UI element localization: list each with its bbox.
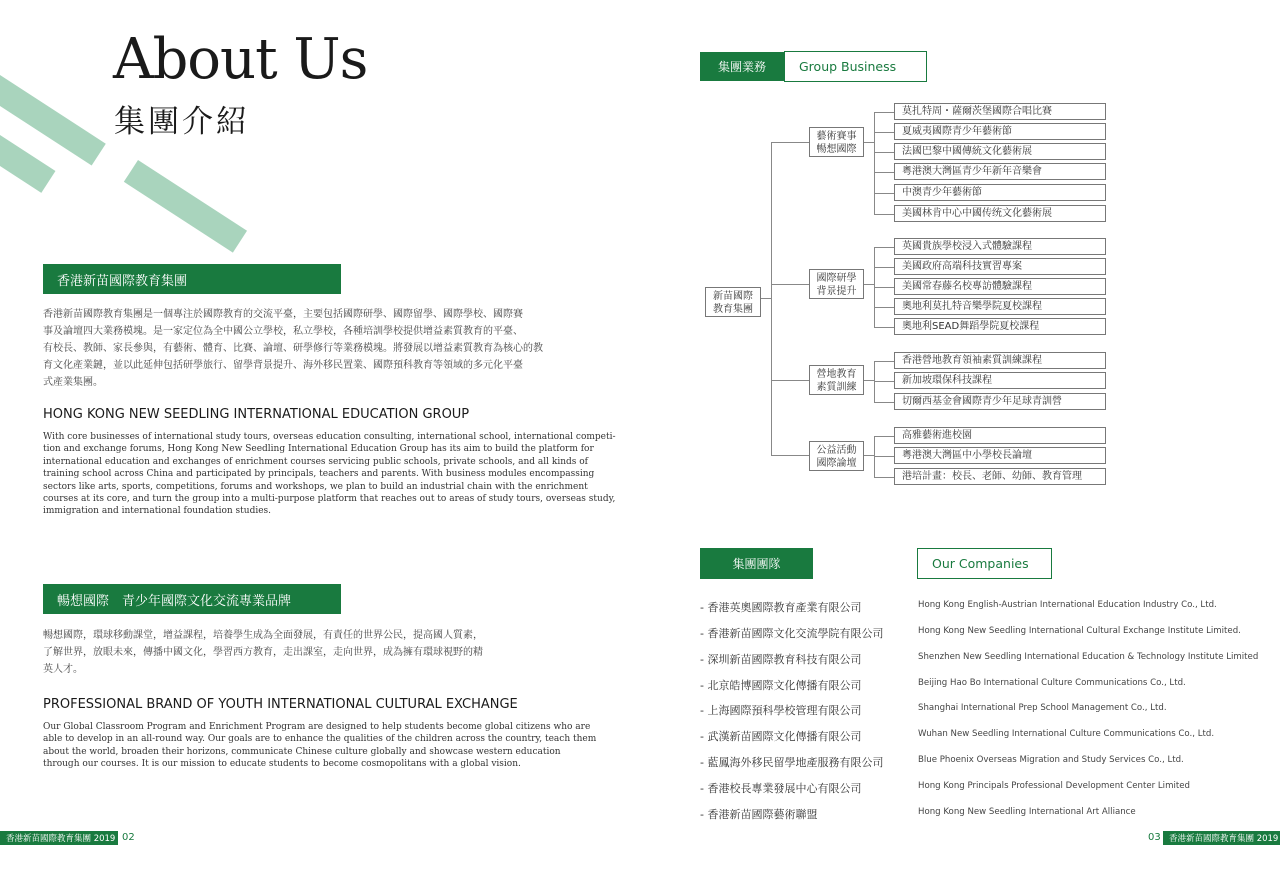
connector-line	[874, 112, 875, 214]
decorative-stripe	[124, 160, 247, 253]
text-line: 香港新苗國際教育集團是一個專注於國際教育的交流平臺，主要包括國際研學、國際留學、國際學校、國際賽	[43, 309, 523, 320]
org-leaf-node: 切爾西基金會國際青少年足球青訓營	[894, 393, 1106, 410]
org-leaf-node: 法國巴黎中國傳統文化藝術展	[894, 143, 1106, 160]
connector-line	[874, 112, 894, 113]
footer-tag-right: 香港新苗國際教育集團 2019	[1163, 831, 1280, 845]
company-name-zh: - 藍鳳海外移民留學地產服務有限公司	[700, 756, 884, 769]
brand-intro-chinese	[43, 627, 483, 678]
text-line: 式產業集團。	[43, 377, 103, 388]
page-title-english: About Us	[113, 27, 368, 92]
connector-line	[874, 361, 894, 362]
connector-line	[874, 193, 894, 194]
org-leaf-node: 美國常春藤名校專訪體驗課程	[894, 278, 1106, 295]
connector-line	[771, 142, 810, 143]
text-line: 有校長、教師、家長參與，有藝術、體育、比賽、論壇、研學修行等業務模塊。將發展以增益素質教育為核心的教	[43, 343, 543, 354]
node-label: 暢想國際	[816, 144, 857, 155]
company-name-en: Wuhan New Seedling International Culture Communications Co., Ltd.	[918, 729, 1215, 739]
org-category-node	[809, 441, 864, 471]
company-name-zh: - 北京皓博國際文化傳播有限公司	[700, 679, 862, 692]
text-line: With core businesses of international study tours, overseas education consulting, international school, international competi-	[43, 432, 616, 442]
text-line: sectors like arts, sports, competitions, forums and workshops, we plan to build an industrial chain with the enrichment	[43, 481, 588, 492]
connector-line	[771, 380, 810, 381]
connector-line	[771, 284, 810, 285]
org-category-node	[809, 365, 864, 395]
node-label: 國際研學	[816, 273, 857, 284]
org-leaf-node: 莫扎特周・薩爾茨堡國際合唱比賽	[894, 103, 1106, 120]
node-label: 教育集團	[713, 304, 753, 315]
connector-line	[874, 287, 894, 288]
text-line: through our courses. It is our mission to educate students to become cosmopolitans with a global vision.	[43, 759, 521, 770]
company-name-en: Hong Kong Principals Professional Development Center Limited	[918, 781, 1190, 791]
company-name-en: Hong Kong New Seedling International Art Alliance	[918, 807, 1136, 817]
node-label: 營地教育	[816, 369, 857, 380]
connector-line	[874, 436, 894, 437]
group-business-tag-zh: 集團業務	[700, 52, 784, 81]
company-name-zh: - 武漢新苗國際文化傳播有限公司	[700, 730, 862, 743]
connector-line	[874, 267, 894, 268]
company-name-en: Hong Kong English-Austrian International Education Industry Co., Ltd.	[918, 600, 1217, 610]
node-label: 國際論壇	[816, 458, 857, 469]
text-line: able to develop in an all-round way. Our goals are to enhance the qualities of the children across the country, teach them	[43, 734, 597, 745]
company-name-en: Beijing Hao Bo International Culture Communications Co., Ltd.	[918, 678, 1186, 688]
company-name-en: Blue Phoenix Overseas Migration and Study Services Co., Ltd.	[918, 755, 1184, 765]
connector-line	[874, 381, 894, 382]
text-line: Our Global Classroom Program and Enrichment Program are designed to help students become global citizens who are	[43, 722, 591, 732]
org-leaf-node: 中澳青少年藝術節	[894, 184, 1106, 201]
org-leaf-node: 夏威夷國際青少年藝術節	[894, 123, 1106, 140]
text-line: training school across China and participated by principals, teachers and parents. With business modules encompassing	[43, 469, 595, 480]
org-leaf-node: 粵港澳大灣區中小學校長論壇	[894, 447, 1106, 464]
org-root-node	[705, 287, 761, 317]
page-number-right: 03	[1148, 832, 1161, 843]
text-line: 了解世界，放眼未來，傳播中國文化，學習西方教育，走出課室，走向世界，成為擁有環球視野的精	[43, 647, 483, 658]
org-leaf-node: 高雅藝術進校園	[894, 427, 1106, 444]
org-leaf-node: 奧地利莫扎特音樂學院夏校課程	[894, 298, 1106, 315]
group-team-tag-zh: 集團團隊	[700, 548, 813, 579]
text-line: 事及論壇四大業務模塊。是一家定位為全中國公立學校，私立學校，各種培訓學校提供增益素質教育的平臺、	[43, 326, 523, 337]
connector-line	[874, 132, 894, 133]
connector-line	[874, 214, 894, 215]
org-category-node	[809, 127, 864, 157]
group-heading-english: HONG KONG NEW SEEDLING INTERNATIONAL EDUCATION GROUP	[43, 407, 470, 422]
node-label: 新苗國際	[713, 291, 753, 302]
company-name-zh: - 香港校長專業發展中心有限公司	[700, 782, 862, 795]
company-name-zh: - 香港英奧國際教育產業有限公司	[700, 601, 862, 614]
connector-line	[771, 142, 772, 455]
text-line: about the world, broaden their horizons, communicate Chinese culture globally and showcase western education	[43, 746, 561, 757]
text-line: 育文化產業鏈，並以此延伸包括研學旅行、留學背景提升、海外移民置業、國際預科教育等領域的多元化平臺	[43, 360, 523, 371]
connector-line	[874, 152, 894, 153]
org-leaf-node: 港培計畫：校長、老師、幼師、教育管理	[894, 468, 1106, 485]
connector-line	[874, 456, 894, 457]
our-companies-tag: Our Companies	[917, 548, 1052, 579]
org-leaf-node: 美國林肯中心中國传统文化藝術展	[894, 205, 1106, 222]
connector-line	[874, 327, 894, 328]
page-title-chinese: 集團介紹	[114, 104, 250, 140]
company-name-zh: - 香港新苗國際藝術聯盟	[700, 808, 818, 821]
page-number-left: 02	[122, 832, 135, 843]
group-business-tag-en: Group Business	[784, 51, 927, 82]
company-name-en: Shenzhen New Seedling International Education & Technology Institute Limited	[918, 652, 1259, 662]
section-header-brand: 暢想國際 青少年國際文化交流專業品牌	[43, 584, 341, 614]
connector-line	[874, 402, 894, 403]
org-category-node	[809, 269, 864, 299]
node-label: 背景提升	[816, 286, 857, 297]
connector-line	[874, 247, 894, 248]
text-line: international education and exchanges of enrichment courses servicing public schools, private schools, and all kinds of	[43, 456, 589, 467]
org-leaf-node: 香港營地教育領袖素質訓練課程	[894, 352, 1106, 369]
brand-heading-english: PROFESSIONAL BRAND OF YOUTH INTERNATIONAL CULTURAL EXCHANGE	[43, 697, 518, 712]
connector-line	[874, 172, 894, 173]
node-label: 公益活動	[816, 445, 857, 456]
company-name-zh: - 上海國際預科學校管理有限公司	[700, 704, 862, 717]
org-leaf-node: 美國政府高端科技實習專案	[894, 258, 1106, 275]
group-intro-chinese	[43, 306, 543, 391]
node-label: 素質訓練	[816, 382, 857, 393]
text-line: tion and exchange forums, Hong Kong New Seedling International Education Group has its aim to build the platform for	[43, 444, 594, 455]
org-leaf-node: 粵港澳大灣區青少年新年音樂會	[894, 163, 1106, 180]
section-header-group: 香港新苗國際教育集團	[43, 264, 341, 294]
group-intro-english	[43, 431, 616, 518]
company-name-zh: - 深圳新苗國際教育科技有限公司	[700, 653, 862, 666]
text-line: 暢想國際，環球移動課堂，增益課程，培養學生成為全面發展，有責任的世界公民，提高國人質素，	[43, 630, 483, 641]
company-name-zh: - 香港新苗國際文化交流學院有限公司	[700, 627, 884, 640]
company-name-en: Shanghai International Prep School Management Co., Ltd.	[918, 703, 1167, 713]
org-leaf-node: 新加坡環保科技課程	[894, 372, 1106, 389]
footer-tag-left: 香港新苗國際教育集團 2019	[0, 831, 118, 845]
company-name-en: Hong Kong New Seedling International Cultural Exchange Institute Limited.	[918, 626, 1241, 636]
org-leaf-node: 奧地利SEAD舞蹈學院夏校課程	[894, 318, 1106, 335]
connector-line	[771, 455, 810, 456]
connector-line	[874, 307, 894, 308]
text-line: immigration and international foundation studies.	[43, 506, 272, 517]
text-line: 英人才。	[43, 664, 83, 675]
brand-intro-english	[43, 721, 596, 771]
org-leaf-node: 英國貴族學校浸入式體驗課程	[894, 238, 1106, 255]
node-label: 藝術賽事	[816, 131, 857, 142]
text-line: courses at its core, and turn the group into a multi-purpose platform that reaches out to areas of study tours, overseas study,	[43, 494, 616, 505]
connector-line	[874, 477, 894, 478]
